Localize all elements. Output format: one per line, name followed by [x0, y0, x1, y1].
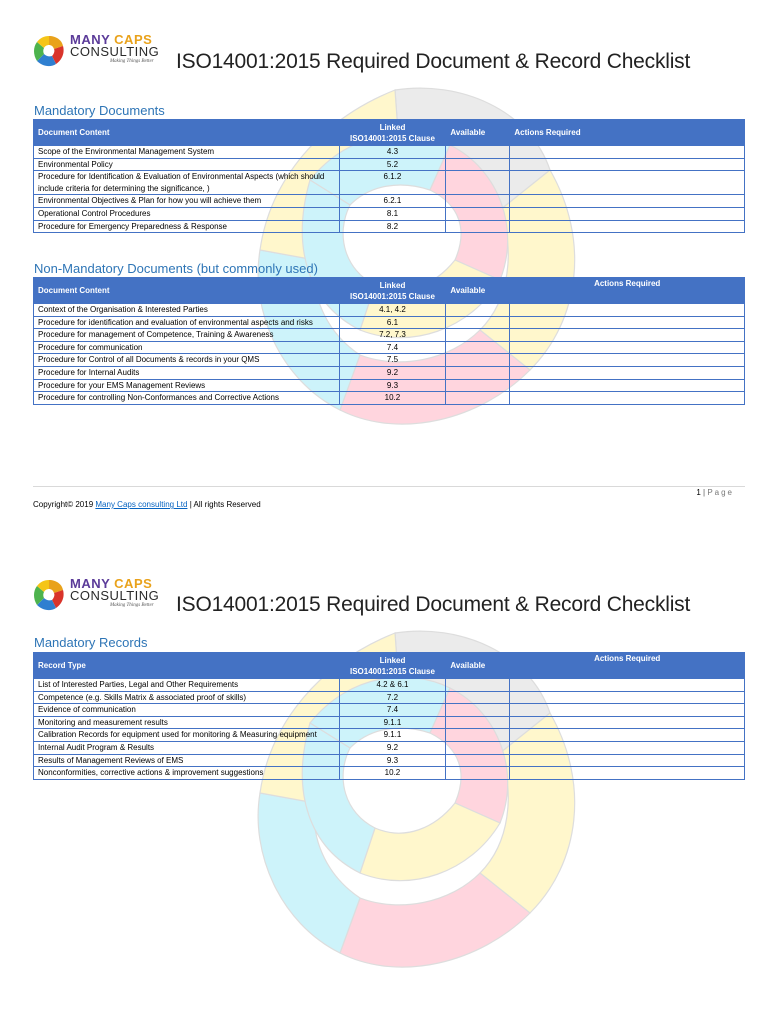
actions-cell[interactable]: [510, 171, 745, 195]
available-cell[interactable]: [446, 354, 510, 367]
logo-tagline: Making Things Better: [110, 603, 154, 608]
row-content: Monitoring and measurement results: [34, 716, 340, 729]
header-clause-label: ISO14001:2015 Clause: [349, 133, 435, 143]
page-number: [696, 488, 734, 497]
available-cell[interactable]: [446, 220, 510, 233]
table-row: [34, 195, 745, 208]
table-header-row: [34, 120, 745, 146]
mandatory-documents-heading: Mandatory Documents: [34, 103, 165, 118]
available-cell[interactable]: [446, 754, 510, 767]
header-linked-label: Linked: [379, 655, 406, 665]
table-row: [34, 171, 745, 195]
puzzle-logo-icon: [32, 34, 66, 68]
available-cell[interactable]: [446, 195, 510, 208]
actions-cell[interactable]: [510, 354, 745, 367]
available-cell[interactable]: [446, 316, 510, 329]
row-content: Procedure for management of Competence, Training & Awareness: [34, 329, 340, 342]
actions-cell[interactable]: [510, 316, 745, 329]
row-content: Procedure for Emergency Preparedness & Response: [34, 220, 340, 233]
table-row: [34, 716, 745, 729]
logo-wordmark-top: MANY CAPS: [70, 576, 153, 591]
non-mandatory-documents-heading: Non-Mandatory Documents (but commonly used): [34, 261, 318, 276]
actions-cell[interactable]: [510, 691, 745, 704]
logo-tagline: Making Things Better: [110, 59, 154, 64]
row-content: Results of Management Reviews of EMS: [34, 754, 340, 767]
table-row: [34, 392, 745, 405]
table-header-row: [34, 278, 745, 304]
available-cell[interactable]: [446, 379, 510, 392]
header-linked-clause: [339, 120, 446, 146]
document-title: ISO14001:2015 Required Document & Record Checklist: [176, 593, 691, 616]
table-row: [34, 304, 745, 317]
header-linked-clause: [339, 653, 446, 679]
available-cell[interactable]: [446, 741, 510, 754]
available-cell[interactable]: [446, 392, 510, 405]
table-row: [34, 354, 745, 367]
logo-wordmark-bottom: CONSULTING: [70, 588, 160, 603]
available-cell[interactable]: [446, 679, 510, 692]
logo-wordmark-top: MANY CAPS: [70, 32, 153, 47]
table-row: [34, 366, 745, 379]
available-cell[interactable]: [446, 158, 510, 171]
actions-cell[interactable]: [510, 304, 745, 317]
table-row: [34, 146, 745, 159]
row-content: Calibration Records for equipment used for monitoring & Measuring equipment: [34, 729, 340, 742]
row-content: Internal Audit Program & Results: [34, 741, 340, 754]
actions-cell[interactable]: [510, 366, 745, 379]
row-content: Environmental Policy: [34, 158, 340, 171]
actions-cell[interactable]: [510, 220, 745, 233]
available-cell[interactable]: [446, 329, 510, 342]
header-linked-label: Linked: [379, 122, 406, 132]
available-cell[interactable]: [446, 146, 510, 159]
row-clause: 6.2.1: [339, 195, 446, 208]
table-row: [34, 341, 745, 354]
row-content: Nonconformities, corrective actions & improvement suggestions: [34, 767, 340, 780]
row-content: Scope of the Environmental Management System: [34, 146, 340, 159]
document-title: ISO14001:2015 Required Document & Record Checklist: [176, 50, 691, 73]
row-clause: 6.1: [339, 316, 446, 329]
available-cell[interactable]: [446, 704, 510, 717]
table-row: [34, 379, 745, 392]
available-cell[interactable]: [446, 366, 510, 379]
header-document-content: Document Content: [34, 120, 340, 146]
header-record-type: Record Type: [34, 653, 340, 679]
row-content: List of Interested Parties, Legal and Other Requirements: [34, 679, 340, 692]
actions-cell[interactable]: [510, 704, 745, 717]
table-row: [34, 741, 745, 754]
table-row: [34, 704, 745, 717]
row-content: Procedure for communication: [34, 341, 340, 354]
page-word: Page: [707, 488, 734, 497]
company-logo: [32, 576, 162, 616]
header-clause-label: ISO14001:2015 Clause: [349, 291, 435, 301]
actions-cell[interactable]: [510, 341, 745, 354]
non-mandatory-documents-table: [33, 277, 745, 405]
table-row: [34, 767, 745, 780]
table-row: [34, 207, 745, 220]
row-clause: 9.3: [339, 379, 446, 392]
puzzle-logo-icon: [32, 578, 66, 612]
table-row: [34, 316, 745, 329]
mandatory-records-heading: Mandatory Records: [34, 635, 148, 650]
actions-cell[interactable]: [510, 329, 745, 342]
row-clause: 8.1: [339, 207, 446, 220]
copyright-notice: [33, 500, 261, 509]
actions-cell[interactable]: [510, 392, 745, 405]
header-document-content: Document Content: [34, 278, 340, 304]
available-cell[interactable]: [446, 716, 510, 729]
row-content: Environmental Objectives & Plan for how you will achieve them: [34, 195, 340, 208]
row-content: Procedure for Control of all Documents & records in your QMS: [34, 354, 340, 367]
row-clause: 4.3: [339, 146, 446, 159]
header-actions-required: Actions Required: [510, 278, 745, 304]
row-content: Competence (e.g. Skills Matrix & associated proof of skills): [34, 691, 340, 704]
actions-cell[interactable]: [510, 679, 745, 692]
mandatory-records-table: [33, 652, 745, 780]
row-content: Procedure for controlling Non-Conformances and Corrective Actions: [34, 392, 340, 405]
table-row: [34, 329, 745, 342]
row-content: Procedure for identification and evaluation of environmental aspects and risks: [34, 316, 340, 329]
header-actions-required: Actions Required: [510, 120, 745, 146]
actions-cell[interactable]: [510, 379, 745, 392]
table-header-row: [34, 653, 745, 679]
row-clause: 7.2: [339, 691, 446, 704]
header-linked-label: Linked: [379, 280, 406, 290]
header-actions-required: Actions Required: [510, 653, 745, 679]
row-clause: 4.1, 4.2: [339, 304, 446, 317]
actions-cell[interactable]: [510, 767, 745, 780]
page-2: [0, 528, 768, 1024]
row-clause: 7.5: [339, 354, 446, 367]
row-clause: 5.2: [339, 158, 446, 171]
row-content: Procedure for Identification & Evaluation of Environmental Aspects (which should include criteria for determining the significance, ): [34, 171, 340, 195]
footer-divider: [33, 486, 745, 487]
header-available: Available: [446, 278, 510, 304]
row-content: Evidence of communication: [34, 704, 340, 717]
row-clause: 9.1.1: [339, 729, 446, 742]
row-clause: 9.3: [339, 754, 446, 767]
company-logo: [32, 32, 162, 72]
row-content: Operational Control Procedures: [34, 207, 340, 220]
header-available: Available: [446, 120, 510, 146]
available-cell[interactable]: [446, 729, 510, 742]
actions-cell[interactable]: [510, 158, 745, 171]
page-number-separator: |: [703, 488, 706, 497]
row-clause: 7.4: [339, 704, 446, 717]
available-cell[interactable]: [446, 304, 510, 317]
row-clause: 9.2: [339, 741, 446, 754]
actions-cell[interactable]: [510, 716, 745, 729]
row-clause: 9.1.1: [339, 716, 446, 729]
table-row: [34, 679, 745, 692]
logo-wordmark-bottom: CONSULTING: [70, 44, 160, 59]
row-clause: 4.2 & 6.1: [339, 679, 446, 692]
table-row: [34, 691, 745, 704]
row-content: Context of the Organisation & Interested Parties: [34, 304, 340, 317]
available-cell[interactable]: [446, 767, 510, 780]
row-clause: 9.2: [339, 366, 446, 379]
row-clause: 10.2: [339, 767, 446, 780]
actions-cell[interactable]: [510, 741, 745, 754]
actions-cell[interactable]: [510, 146, 745, 159]
actions-cell[interactable]: [510, 195, 745, 208]
row-clause: 7.2, 7.3: [339, 329, 446, 342]
actions-cell[interactable]: [510, 207, 745, 220]
table-row: [34, 729, 745, 742]
row-clause: 6.1.2: [339, 171, 446, 195]
row-content: Procedure for your EMS Management Reviews: [34, 379, 340, 392]
available-cell[interactable]: [446, 691, 510, 704]
header-clause-label: ISO14001:2015 Clause: [349, 666, 435, 676]
header-available: Available: [446, 653, 510, 679]
copyright-prefix: Copyright© 2019: [33, 500, 94, 509]
copyright-suffix: | All rights Reserved: [189, 500, 261, 509]
header-linked-clause: [339, 278, 446, 304]
row-clause: 10.2: [339, 392, 446, 405]
row-clause: 8.2: [339, 220, 446, 233]
actions-cell[interactable]: [510, 754, 745, 767]
table-row: [34, 754, 745, 767]
available-cell[interactable]: [446, 171, 510, 195]
actions-cell[interactable]: [510, 729, 745, 742]
mandatory-documents-table: [33, 119, 745, 233]
row-clause: 7.4: [339, 341, 446, 354]
table-row: [34, 220, 745, 233]
page-number-value: 1: [696, 488, 701, 497]
available-cell[interactable]: [446, 207, 510, 220]
row-content: Procedure for Internal Audits: [34, 366, 340, 379]
table-row: [34, 158, 745, 171]
available-cell[interactable]: [446, 341, 510, 354]
company-link[interactable]: Many Caps consulting Ltd: [95, 500, 188, 509]
